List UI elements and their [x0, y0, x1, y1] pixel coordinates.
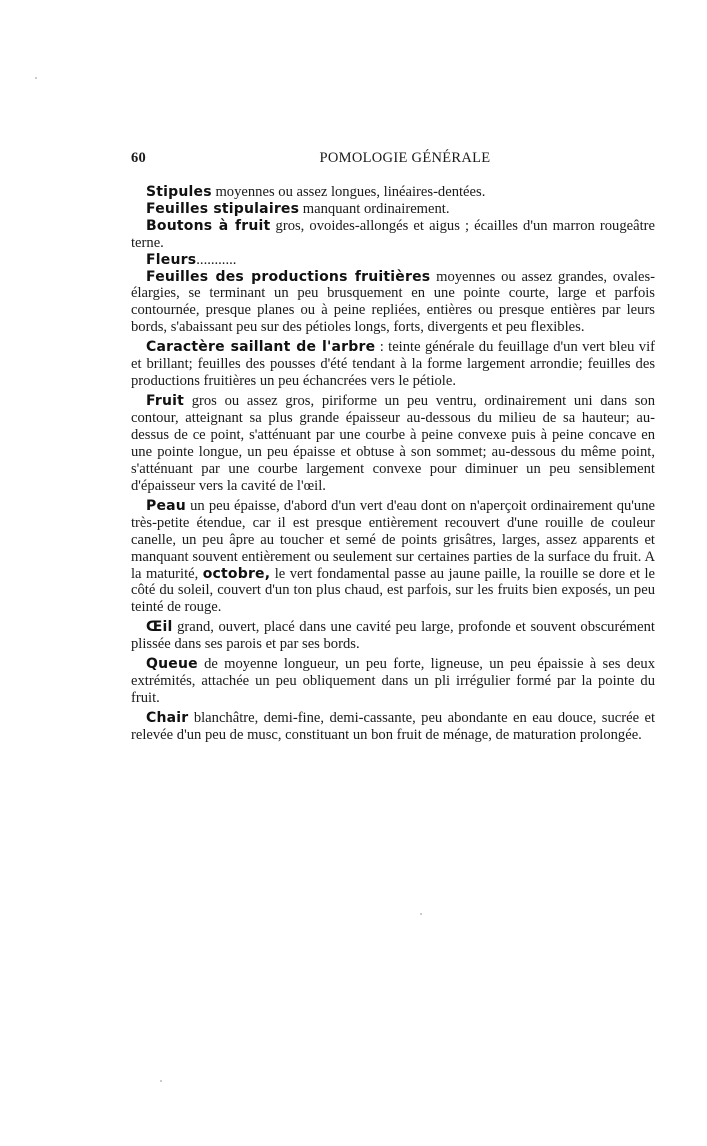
paragraph-text: ...........: [196, 251, 237, 268]
paragraph-text: grand, ouvert, placé dans une cavité peu large, profonde et souvent obscurément plissée dans ses parois et par ses bords.: [131, 619, 655, 653]
scan-speck: [160, 1080, 162, 1082]
scan-speck: [35, 77, 37, 79]
term-heading: Queue: [146, 656, 198, 673]
paragraph-feuilles-stipulaires: [131, 201, 655, 218]
body-text: [131, 184, 655, 747]
paragraph-peau: [131, 498, 655, 616]
paragraph-chair: [131, 710, 655, 744]
paragraph-oeil: [131, 619, 655, 653]
term-heading: Chair: [146, 710, 189, 727]
paragraph-text: le vert fondamental passe au jaune paille, la rouille se dore et le côté du soleil, couvert d'un ton plus chaud, est parfois, sur les fruits bien exposés, un peu teinté de rouge.: [131, 565, 656, 616]
term-heading: Feuilles stipulaires: [146, 200, 300, 217]
paragraph-text: un peu épaisse, d'abord d'un vert d'eau dont on n'aperçoit ordinairement qu'une très-petite étendue, car il est presque entièrement recouvert d'une rouille de couleur canelle, un peu âpre au toucher et semé de points grisâtres, larges, assez apparents et manquant souvent entièrement ou seulement sur certaines parties de la surface du fruit. A la maturité,: [131, 497, 655, 582]
term-heading: Stipules: [146, 184, 212, 200]
term-heading: Peau: [146, 497, 186, 514]
paragraph-queue: [131, 656, 655, 707]
paragraph-boutons-a-fruit: [131, 218, 655, 252]
term-heading: Caractère saillant de l'arbre: [146, 339, 376, 356]
paragraph-feuilles-productions: [131, 269, 655, 337]
term-heading: Fruit: [146, 393, 185, 410]
paragraph-text: manquant ordinairement.: [299, 200, 450, 217]
page-number: 60: [131, 150, 147, 166]
term-heading: Boutons à fruit: [146, 217, 271, 234]
paragraph-text: moyennes ou assez grandes, ovales-élargies, se terminant un peu brusquement en une pointe courte, large et parfois contournée, presque planes ou à peine repliées, entières ou presque entières par leurs bords, s'abaissant peu sur des pétioles longs, forts, divergents et peu flexibles.: [131, 268, 656, 336]
scan-speck: [420, 913, 422, 915]
term-heading: Feuilles des productions fruitières: [146, 268, 431, 285]
term-heading: Fleurs: [146, 251, 197, 268]
paragraph-text: de moyenne longueur, un peu forte, ligneuse, un peu épaissie à ses deux extrémités, attachée un peu obliquement dans un pli irrégulier formé par la pointe du fruit.: [131, 656, 655, 707]
paragraph-fruit: [131, 393, 655, 494]
term-heading: Œil: [146, 619, 173, 636]
running-head: [131, 150, 655, 170]
paragraph-text: moyennes ou assez longues, linéaires-dentées.: [211, 184, 486, 200]
paragraph-fleurs: [131, 252, 655, 269]
paragraph-text: blanchâtre, demi-fine, demi-cassante, peu abondante en eau douce, sucrée et relevée d'un peu de musc, constituant un bon fruit de ménage, de maturation prolongée.: [131, 710, 655, 744]
paragraph-text: gros, ovoides-allongés et aigus ; écailles d'un marron rougeâtre terne.: [131, 217, 655, 251]
paragraph-stipules: [131, 184, 655, 201]
paragraph-text: : teinte générale du feuillage d'un vert bleu vif et brillant; feuilles des pousses d'été tendant à la forme largement arrondie; feuilles des productions fruitières un peu échancrées vers le pétiole.: [131, 339, 655, 390]
running-title: POMOLOGIE GÉNÉRALE: [319, 150, 491, 166]
paragraph-text: gros ou assez gros, piriforme un peu ventru, ordinairement uni dans son contour, atteignant sa plus grande épaisseur au-dessous du milieu de sa hauteur; au-dessus de ce point, s'atténuant par une courbe à peine convexe puis à peine concave en une pointe longue, un peu épaisse et obtuse à son sommet; au-dessous du même point, s'atténuant par une courbe largement convexe pour diminuer un peu sensiblement d'épaisseur vers la cavité de l'œil.: [131, 393, 655, 494]
inline-bold-month: octobre,: [202, 565, 271, 582]
paragraph-caractere-saillant: [131, 339, 655, 390]
